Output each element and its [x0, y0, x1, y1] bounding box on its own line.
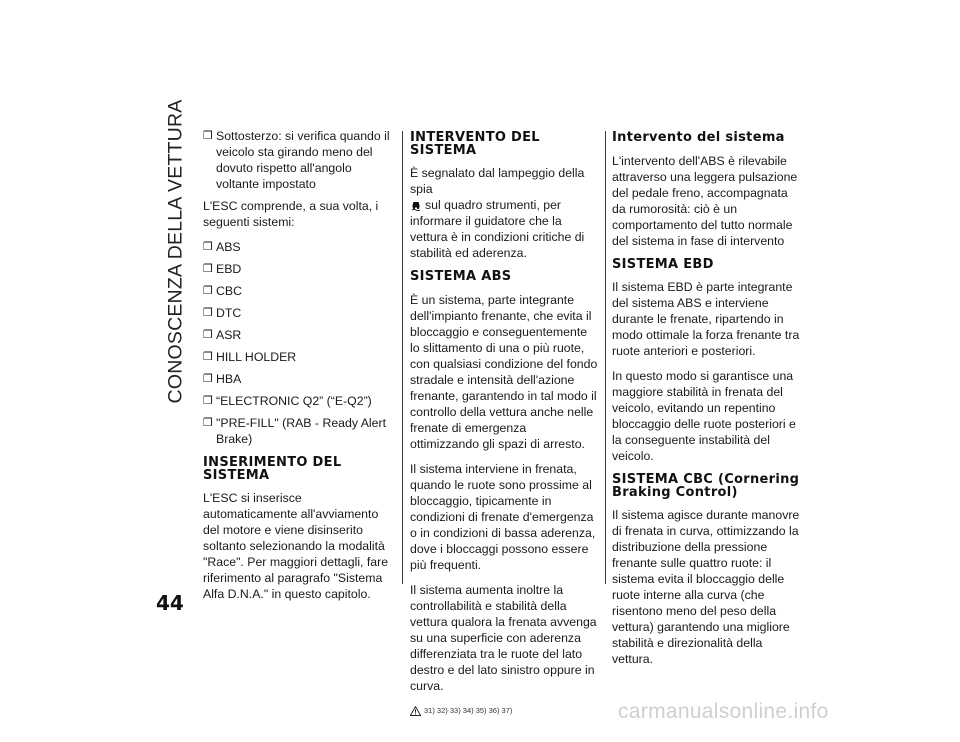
list-item: ❒ DTC — [203, 306, 242, 320]
checkbox-bullet-icon: ❒ — [203, 241, 213, 253]
list-item: ❒ HILL HOLDER — [203, 350, 297, 364]
paragraph: Il sistema EBD è parte integrante del sistema ABS e interviene durante le frenate, ripartendo in modo ottimale la forza frenante tra ruote anteriori e posteriori. — [612, 280, 800, 358]
paragraph: Il sistema aumenta inoltre la controllabilità e stabilità della vettura qualora la frenata avvenga su una superficie con aderenza differenziata tra le ruote del lato destro e del lato sinistro oppure in curva. — [410, 582, 597, 693]
paragraph: Il sistema agisce durante manovre di frenata in curva, ottimizzando la distribuzione della pressione frenante sulle quattro ruote: il sistema evita il bloccaggio delle ruote interne alla curva (che risentono meno del peso della vettura) garantendo una migliore stabilità e direzionalità della vettura. — [612, 508, 800, 666]
paragraph: L'ESC si inserisce automaticamente all'avviamento del motore e viene disinserito soltanto selezionando la modalità "Race". Per maggiori dettagli, fare riferimento al paragrafo "Sistema Alfa D.N.A." in questo capitolo. — [203, 491, 389, 601]
section-heading: SISTEMA ABS — [410, 269, 512, 284]
watermark: carmanualsonline.info — [618, 700, 829, 723]
checkbox-bullet-icon: ❒ — [203, 373, 213, 385]
column-divider — [605, 131, 606, 584]
checkbox-bullet-icon: ❒ — [203, 351, 213, 363]
column-2 — [410, 128, 598, 719]
checkbox-bullet-icon: ❒ — [203, 329, 213, 341]
checkbox-bullet-icon: ❒ — [203, 417, 213, 429]
checkbox-bullet-icon: ❒ — [203, 285, 213, 297]
section-heading: Intervento del sistema — [612, 130, 785, 145]
list-item: ❒ ABS — [203, 240, 241, 254]
section-heading: SISTEMA CBC (Cornering Braking Control) — [612, 472, 800, 500]
list-item: ❒ “ELECTRONIC Q2” (“E-Q2”) — [203, 394, 372, 408]
section-heading: INSERIMENTO DEL SISTEMA — [203, 455, 342, 483]
paragraph: È segnalato dal lampeggio della spia sul quadro strumenti, per informare il guidatore che la vettura è in condizioni critiche di stabilità ed aderenza. — [410, 166, 585, 260]
section-heading: SISTEMA EBD — [612, 256, 714, 272]
checkbox-bullet-icon: ❒ — [203, 263, 213, 275]
column-divider — [402, 131, 403, 584]
section-heading: INTERVENTO DEL SISTEMA — [410, 130, 540, 158]
side-section-title: CONOSCENZA DELLA VETTURA — [164, 99, 187, 403]
list-item: ❒ ASR — [203, 328, 242, 342]
paragraph: L'ESC comprende, a sua volta, i seguenti sistemi: — [203, 199, 379, 229]
list-item: ❒ CBC — [203, 284, 242, 298]
list-item: ❒ HBA — [203, 372, 242, 386]
paragraph: È un sistema, parte integrante dell'impianto frenante, che evita il bloccaggio e conseguentemente lo slittamento di una o più ruote, con qualsiasi condizione del fondo stradale e intensità dell'azione frenante, garantendo in tal modo il controllo della vettura anche nelle frenate di emergenza ottimizzando gli spazi di arresto. — [410, 292, 598, 451]
page-number: 44 — [156, 591, 184, 615]
warning-triangle-icon — [410, 706, 421, 716]
paragraph: In questo modo si garantisce una maggiore stabilità in frenata del veicolo, evitando un repentino bloccaggio delle ruote posteriori e la conseguente instabilità del veicolo. — [612, 369, 796, 463]
list-item: ❒ EBD — [203, 262, 242, 276]
checkbox-bullet-icon: ❒ — [203, 130, 213, 142]
checkbox-bullet-icon: ❒ — [203, 307, 213, 319]
esc-warning-light-icon — [410, 199, 422, 211]
checkbox-bullet-icon: ❒ — [203, 395, 213, 407]
list-item: ❒ Sottosterzo: si verifica quando il veicolo sta girando meno del dovuto rispetto all'angolo voltante impostato — [203, 129, 390, 191]
column-1 — [203, 128, 393, 611]
paragraph: Il sistema interviene in frenata, quando le ruote sono prossime al bloccaggio, tipicamente in condizioni di frenate d'emergenza o in condizioni di bassa aderenza, dove i bloccaggi possono essere più frequenti. — [410, 461, 596, 572]
warning-references: 31) 32) 33) 34) 35) 36) 37) — [410, 703, 598, 719]
list-item: ❒ "PRE-FILL" (RAB - Ready Alert Brake) — [203, 416, 387, 446]
column-3 — [612, 128, 802, 676]
paragraph: L'intervento dell'ABS è rilevabile attraverso una leggera pulsazione del pedale freno, accompagnata da rumorosità: ciò è un comportamento del tutto normale del sistema in fase di intervento — [612, 153, 798, 248]
